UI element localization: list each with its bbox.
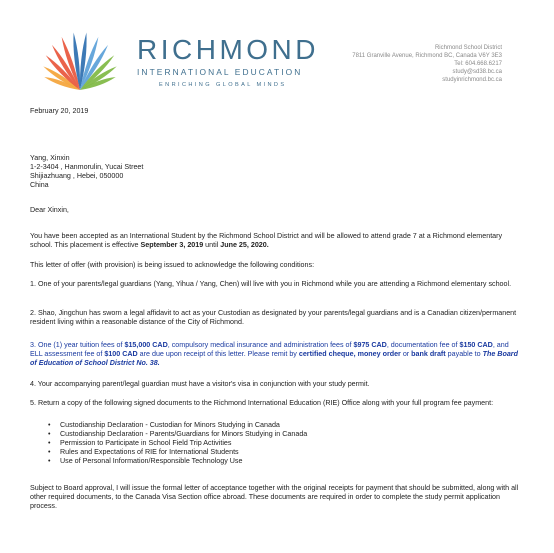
recipient-line: 1-2-3404 , Hanmorulin, Yucai Street xyxy=(30,163,144,171)
greeting: Dear Xinxin, xyxy=(30,206,69,214)
condition-3-fees: 3. One (1) year tuition fees of $15,000 CAD, compulsory medical insurance and administration fees of $975 CAD, documentation fee of $150 CAD, and ELL assessment fee of $100 CAD are due upon receipt of this letter. Please remit by certified cheque, money order or bank draft payable to The Board of Education of School District No. 38. xyxy=(30,341,518,368)
acceptance-paragraph: You have been accepted as an International Student by the Richmond School District and will be allowed to attend grade 7 at a Richmond elementary school. This placement is effective September 3, 2019 until June 25, 2020. xyxy=(30,232,503,250)
list-item: • Custodianship Declaration - Custodian for Minors Studying in Canada xyxy=(46,421,516,430)
start-date: September 3, 2019 xyxy=(140,241,204,250)
list-item: • Permission to Participate in School Field Trip Activities xyxy=(46,439,516,448)
medical-fee: $975 CAD xyxy=(353,341,387,350)
list-item: • Rules and Expectations of RIE for International Students xyxy=(46,448,516,457)
brand-tagline: ENRICHING GLOBAL MINDS xyxy=(159,82,287,88)
list-item: • Custodianship Declaration - Parents/Guardians for Minors Studying in Canada xyxy=(46,430,516,439)
recipient-line: Yang, Xinxin xyxy=(30,154,70,162)
letter-date: February 20, 2019 xyxy=(30,107,89,115)
ell-fee: $100 CAD xyxy=(104,350,138,359)
recipient-line: China xyxy=(30,181,49,189)
condition-4: 4. Your accompanying parent/legal guardian must have a visitor's visa in conjunction with your study permit. xyxy=(30,380,370,389)
end-date: June 25, 2020. xyxy=(220,241,269,250)
richmond-logo-icon xyxy=(32,24,128,92)
recipient-address xyxy=(30,154,520,190)
required-documents-list xyxy=(46,421,516,466)
brand-name: RICHMOND xyxy=(137,34,319,65)
recipient-line: Shijiazhuang , Hebei, 050000 xyxy=(30,172,124,180)
conditions-intro: This letter of offer (with provision) is being issued to acknowledge the following conditions: xyxy=(30,261,315,270)
documentation-fee: $150 CAD xyxy=(459,341,493,350)
address-line: Tel: 604.668.6217 xyxy=(454,61,502,67)
list-item: • Use of Personal Information/Responsible Technology Use xyxy=(46,457,516,466)
payment-method: certified cheque, money order xyxy=(298,350,401,359)
brand-block xyxy=(137,36,319,88)
condition-5: 5. Return a copy of the following signed documents to the Richmond International Education (RIE) Office along with your full program fee payment: xyxy=(30,399,494,408)
address-line: studyinrichmond.bc.ca xyxy=(442,77,502,83)
address-line: Richmond School District xyxy=(434,45,502,51)
address-line: study@sd38.bc.ca xyxy=(452,69,502,75)
condition-2: 2. Shao, Jingchun has sworn a legal affidavit to act as your Custodian as designated by your parents/legal guardians and is a Canadian citizen/permanent resident living within a reasonable distance of the City of Richmond. xyxy=(30,309,517,327)
tuition-fee: $15,000 CAD xyxy=(124,341,168,350)
school-address xyxy=(352,44,502,84)
closing-paragraph: Subject to Board approval, I will issue the formal letter of acceptance together with the original receipts for payment that should be submitted, along with all other required documents, to the Canada Visa Section office abroad. These documents are required in order to complete the study permit application process. xyxy=(30,484,519,511)
address-line: 7811 Granville Avenue, Richmond BC, Canada V6Y 3E3 xyxy=(352,53,502,59)
payee: The Board of Education of School District No. 38. xyxy=(30,350,518,368)
condition-1: 1. One of your parents/legal guardians (Yang, Yihua / Yang, Chen) will live with you in Richmond while you are attending a Richmond elementary school. xyxy=(30,280,512,289)
payment-method-2: bank draft xyxy=(411,350,446,359)
brand-subtitle: INTERNATIONAL EDUCATION xyxy=(137,67,303,77)
